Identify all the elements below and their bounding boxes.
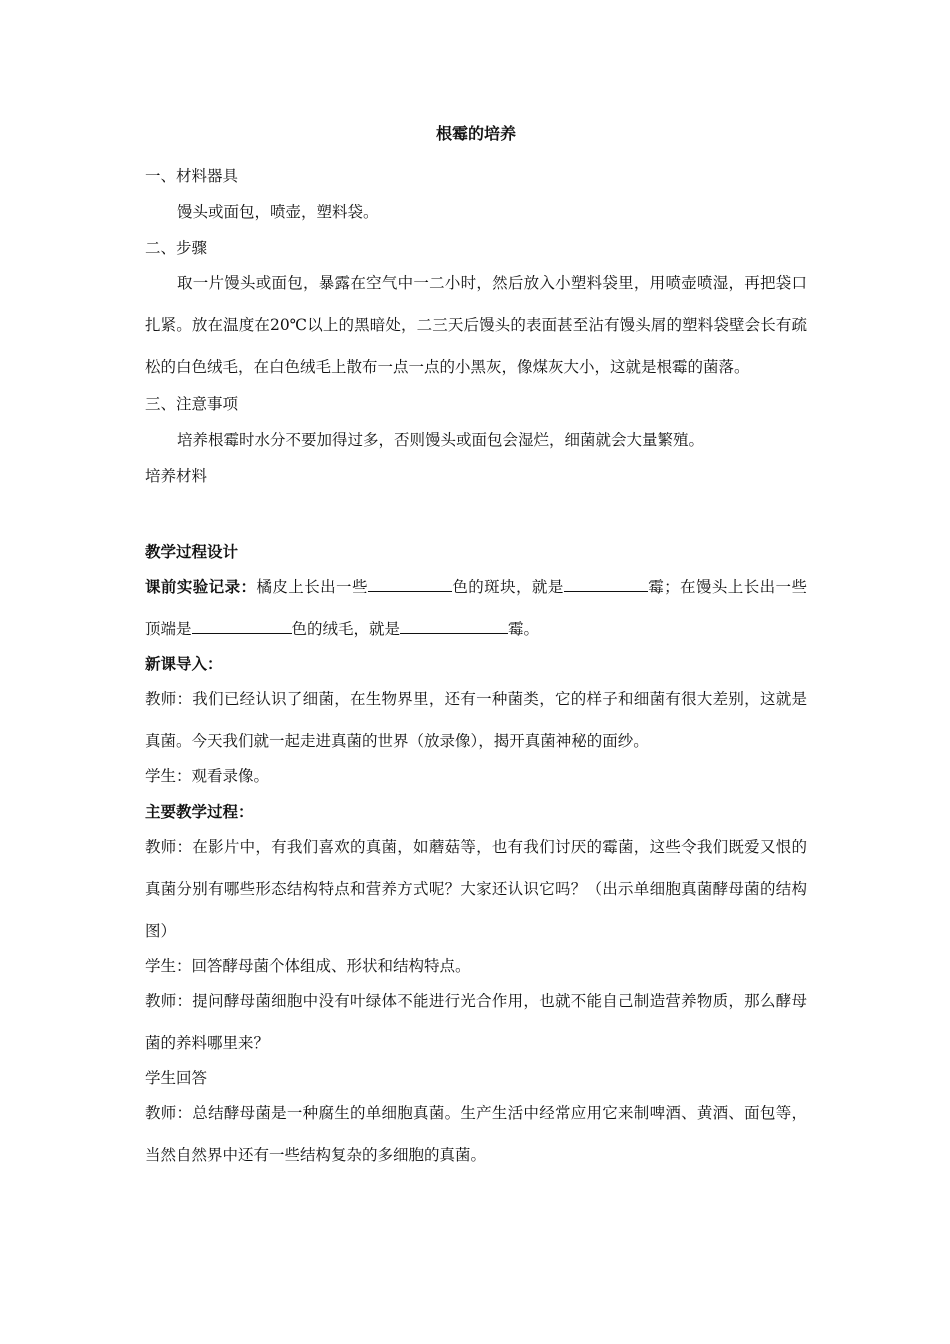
section-materials-text: 馒头或面包，喷壶，塑料袋。	[177, 203, 379, 221]
pre-class-label: 课前实验记录：	[145, 577, 257, 596]
main-process-label: 主要教学过程：	[145, 802, 254, 821]
pre-text-5: 霉。	[508, 620, 540, 638]
pre-text-2: 色的斑块，就是	[451, 578, 564, 596]
intro-student: 学生：观看录像。	[145, 767, 270, 785]
section-notes-heading: 三、注意事项	[145, 395, 239, 413]
main-student-2: 学生回答	[145, 1069, 208, 1087]
section-notes-text: 培养根霉时水分不要加得过多，否则馒头或面包会湿烂，细菌就会大量繁殖。	[177, 431, 705, 449]
fill-blank-1[interactable]	[368, 575, 452, 592]
fill-blank-2[interactable]	[564, 575, 648, 592]
fill-blank-4[interactable]	[400, 617, 508, 634]
pre-text-3: 霉；在馒头上长出一些顶端是	[145, 578, 807, 638]
pre-class-record	[145, 566, 807, 650]
main-teacher-2: 教师：提问酵母菌细胞中没有叶绿体不能进行光合作用，也就不能自己制造营养物质，那么酵母菌的养料哪里来？	[145, 992, 807, 1052]
main-teacher-1: 教师：在影片中，有我们喜欢的真菌，如蘑菇等，也有我们讨厌的霉菌，这些令我们既爱又恨的真菌分别有哪些形态结构特点和营养方式呢？大家还认识它吗？（出示单细胞真菌酵母菌的结构图）	[145, 838, 807, 940]
section-steps-text: 取一片馒头或面包，暴露在空气中一二小时，然后放入小塑料袋里，用喷壶喷湿，再把袋口扎紧。放在温度在20℃以上的黑暗处，二三天后馒头的表面甚至沾有馒头屑的塑料袋壁会长有疏松的白色绒毛，在白色绒毛上散布一点一点的小黑灰，像煤灰大小，这就是根霉的菌落。	[145, 274, 807, 376]
materials-label: 培养材料	[145, 467, 208, 485]
fill-blank-3[interactable]	[192, 617, 292, 634]
document-page	[145, 120, 807, 1176]
doc-title: 根霉的培养	[435, 124, 516, 143]
main-teacher-3: 教师：总结酵母菌是一种腐生的单细胞真菌。生产生活中经常应用它来制啤酒、黄酒、面包等，当然自然界中还有一些结构复杂的多细胞的真菌。	[145, 1104, 807, 1164]
design-heading: 教学过程设计	[145, 542, 239, 561]
pre-text-1: 橘皮上长出一些	[256, 578, 368, 596]
section-steps-heading: 二、步骤	[145, 239, 208, 257]
main-student-1: 学生：回答酵母菌个体组成、形状和结构特点。	[145, 957, 471, 975]
pre-text-4: 色的绒毛，就是	[291, 620, 401, 638]
intro-teacher: 教师：我们已经认识了细菌，在生物界里，还有一种菌类，它的样子和细菌有很大差别，这就是真菌。今天我们就一起走进真菌的世界（放录像），揭开真菌神秘的面纱。	[145, 690, 807, 750]
intro-label: 新课导入：	[145, 654, 223, 673]
section-materials-heading: 一、材料器具	[145, 167, 239, 185]
